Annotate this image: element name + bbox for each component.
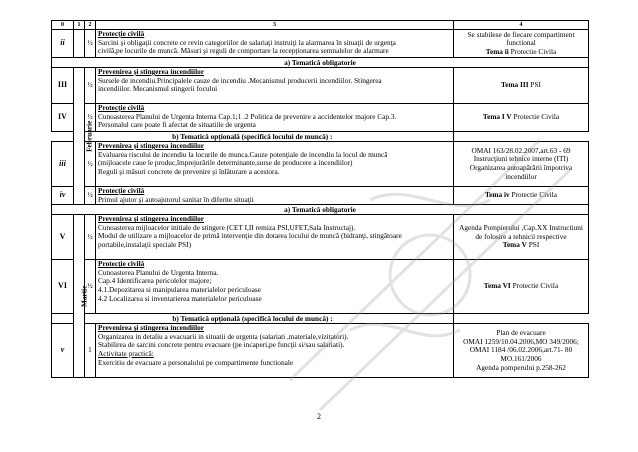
- reference-cell: [454, 215, 589, 260]
- duration: ½: [85, 104, 96, 132]
- reference-cell: [454, 260, 589, 314]
- table-row: [52, 260, 589, 314]
- month-cell: [74, 30, 85, 58]
- schedule-table: [51, 20, 589, 378]
- topic-line: Primul ajutor şi autoajutorul sanitar în diferite situaţii: [98, 194, 254, 204]
- topic-line: Sarcini şi obligaţii concrete ce revin categoriilor de salariaţi instruiţi la alarmarea în situaţii de urgenţa: [98, 37, 396, 47]
- topic-title: Prevenirea şi stingerea incendiilor: [98, 214, 204, 224]
- theme-label: Tema V: [502, 240, 527, 250]
- topic-title: Protecţie civilă: [98, 29, 145, 38]
- duration: ½: [85, 215, 96, 260]
- topic-cell: [96, 260, 454, 314]
- section-row: [52, 205, 589, 215]
- table-row: [52, 30, 589, 58]
- table-row: [52, 187, 589, 205]
- theme-name: PSI: [528, 80, 541, 90]
- reference-cell: [454, 142, 589, 187]
- topic-cell: [96, 324, 454, 378]
- reference-line: OMAI 1184 /06.02.2006,art.71- 80: [469, 345, 573, 355]
- section-heading: b) Tematică opţională (specifică locului de muncă) :: [52, 314, 454, 324]
- topic-line: Sursele de incendiu.Principalele cauze de incendiu .Mecanismul producerii incendiilor. Stingerea: [98, 75, 382, 85]
- topic-cell: [96, 142, 454, 187]
- section-heading: a) Tematică obligatorie: [52, 58, 589, 68]
- row-number: III: [52, 68, 74, 104]
- month-label: Martie: [79, 285, 89, 307]
- section-row: [52, 314, 589, 324]
- topic-line: portabile,instalaţii speciale PSI): [98, 239, 192, 249]
- header-col-2: 2: [85, 21, 96, 30]
- reference-line: Instrucţiuni tehnice interne (ITI): [473, 154, 569, 164]
- reference-line: Agenda Pompierului ,Cap.XX Instructiuni: [459, 223, 583, 233]
- duration: ½: [85, 142, 96, 187]
- topic-line: Stabilirea de sarcini concrete pentru evacuare (pe incaperi,pe funcţii si/sau salariati).: [98, 340, 345, 350]
- section-heading: a) Tematică obligatorie: [52, 205, 589, 215]
- topic-line: civilă,pe locurile de muncă. Măsuri şi reguli de comportare la recepţionarea semnalelor de alarmare: [98, 46, 389, 56]
- month-label: Februarie: [84, 120, 94, 152]
- topic-line: Organizarea in detaliu a evacuarii in situatii de urgenta (salariati ,materiale,vizitatori).: [98, 331, 349, 341]
- theme-name: PSI: [526, 240, 540, 250]
- duration: ½: [85, 68, 96, 104]
- topic-line: Activitate practică:: [98, 348, 154, 358]
- topic-title: Prevenirea şi stingerea incendiilor: [98, 67, 204, 76]
- duration: ½: [85, 30, 96, 58]
- reference-line: MO.161/2006: [500, 353, 542, 363]
- theme-name: Protectie Civila: [508, 46, 557, 56]
- topic-cell: [96, 215, 454, 260]
- topic-title: Protecţie civilă: [98, 186, 145, 195]
- table-row: [52, 215, 589, 260]
- training-schedule: [51, 20, 588, 378]
- table-row: [52, 68, 589, 104]
- row-number: VI: [52, 260, 74, 314]
- topic-line: Exercitiu de evacuare a personalului pe compartimente functionale: [98, 357, 294, 367]
- theme-label: Tema ii: [485, 46, 509, 56]
- topic-title: Protecţie civilă: [98, 103, 145, 112]
- topic-line: Modul de utilizare a mijloacelor de primă intervenţie din dotarea locului de muncă (hidranţi, stingătoare: [98, 231, 402, 241]
- section-row: [52, 132, 589, 142]
- header-col-3: 3: [96, 21, 454, 30]
- topic-line: 4.1.Depozitarea si manipularea materialelor periculoase: [98, 284, 261, 294]
- row-number: V: [52, 215, 74, 260]
- topic-cell: [96, 30, 454, 58]
- reference-line: OMAI 163/28.02.2007,art.63 - 69: [471, 145, 571, 155]
- topic-title: Prevenirea şi stingerea incendiilor: [98, 323, 204, 333]
- topic-title: Protecţie civilă: [98, 259, 145, 269]
- topic-line: Cap.4 Identificarea pericolelor majore;: [98, 276, 212, 286]
- section-row: [52, 58, 589, 68]
- topic-cell: [96, 68, 454, 104]
- table-row: [52, 104, 589, 132]
- theme-label: Tema VI: [483, 281, 511, 291]
- duration: 1: [85, 324, 96, 378]
- row-number: v: [52, 324, 74, 378]
- topic-line: (mijloacele caue le produc,împrejurările determinante,surse de producere a incendiilor): [98, 158, 353, 168]
- row-number: IV: [52, 104, 74, 132]
- reference-line: OMAI 1259/10.04.2006,MO 349/2006;: [463, 336, 579, 346]
- theme-name: Protectie Civila: [509, 190, 558, 200]
- theme-label: Tema I V: [482, 112, 512, 122]
- reference-cell: [454, 30, 589, 58]
- reference-cell: [454, 104, 589, 132]
- table-row: [52, 324, 589, 378]
- topic-line: Cunoasterea mijloacelor initiale de stingere (CET I,II remiza PSI,UFET,Sala Instructaj).: [98, 222, 356, 232]
- topic-cell: [96, 104, 454, 132]
- reference-line: Agenda pomperului p.258-262: [476, 362, 566, 372]
- header-col-4: 4: [454, 21, 589, 30]
- table-row: [52, 142, 589, 187]
- topic-cell: [96, 187, 454, 205]
- header-col-0: 0: [52, 21, 74, 30]
- topic-line: incendiilor. Mecanismul stingerii focului: [98, 84, 218, 94]
- month-cell-march: [74, 215, 89, 378]
- theme-name: Protectie Civila: [510, 281, 559, 291]
- section-heading: b) Tematică opţională (specifică locului de muncă) :: [52, 132, 454, 142]
- reference-cell: [454, 187, 589, 205]
- row-number: iii: [52, 142, 74, 187]
- reference-line: de folosire a tehnicii respective: [475, 231, 567, 241]
- row-number: iv: [52, 187, 74, 205]
- topic-line: Cunoasterea Planului de Urgenta Interna Cap.1;1 .2 Politica de prevenire a accidentelor majore Cap.3.: [98, 111, 397, 121]
- topic-line: Cunoasterea Planului de Urgenta Interna.: [98, 267, 219, 277]
- reference-cell: [454, 68, 589, 104]
- reference-line: Se stabilese de fiecare compartiment: [467, 29, 575, 39]
- topic-line: Personalul care poate fi afectat de situatiile de urgenta: [98, 120, 256, 130]
- reference-cell: [454, 324, 589, 378]
- topic-title: Prevenirea şi stingerea incendiilor: [98, 141, 204, 150]
- reference-line: Plan de evacuare: [496, 328, 546, 338]
- theme-label: Tema III: [501, 80, 529, 90]
- duration: ½: [85, 260, 96, 314]
- theme-label: Tema iv: [484, 190, 510, 200]
- row-number: ii: [52, 30, 74, 58]
- page-number: 2: [317, 412, 321, 421]
- reference-line: incendiilor: [505, 171, 537, 181]
- reference-line: Organizarea autoapărării împotriva: [469, 163, 573, 172]
- header-col-1: 1: [74, 21, 85, 30]
- reference-line: functional: [506, 38, 536, 48]
- topic-line: Evaluarea riscului de incendiu la locurile de munca.Cauze potenţiale de incendiu la locul de muncă: [98, 149, 388, 159]
- topic-line: Reguli şi măsuri concrete de prevenire şi înlăturare a acestora.: [98, 166, 280, 176]
- duration: ½: [85, 187, 96, 205]
- topic-line: 4.2 Localizarea si inventarierea materialelor periculoase: [98, 293, 262, 303]
- theme-name: Protectie Civila: [511, 112, 560, 122]
